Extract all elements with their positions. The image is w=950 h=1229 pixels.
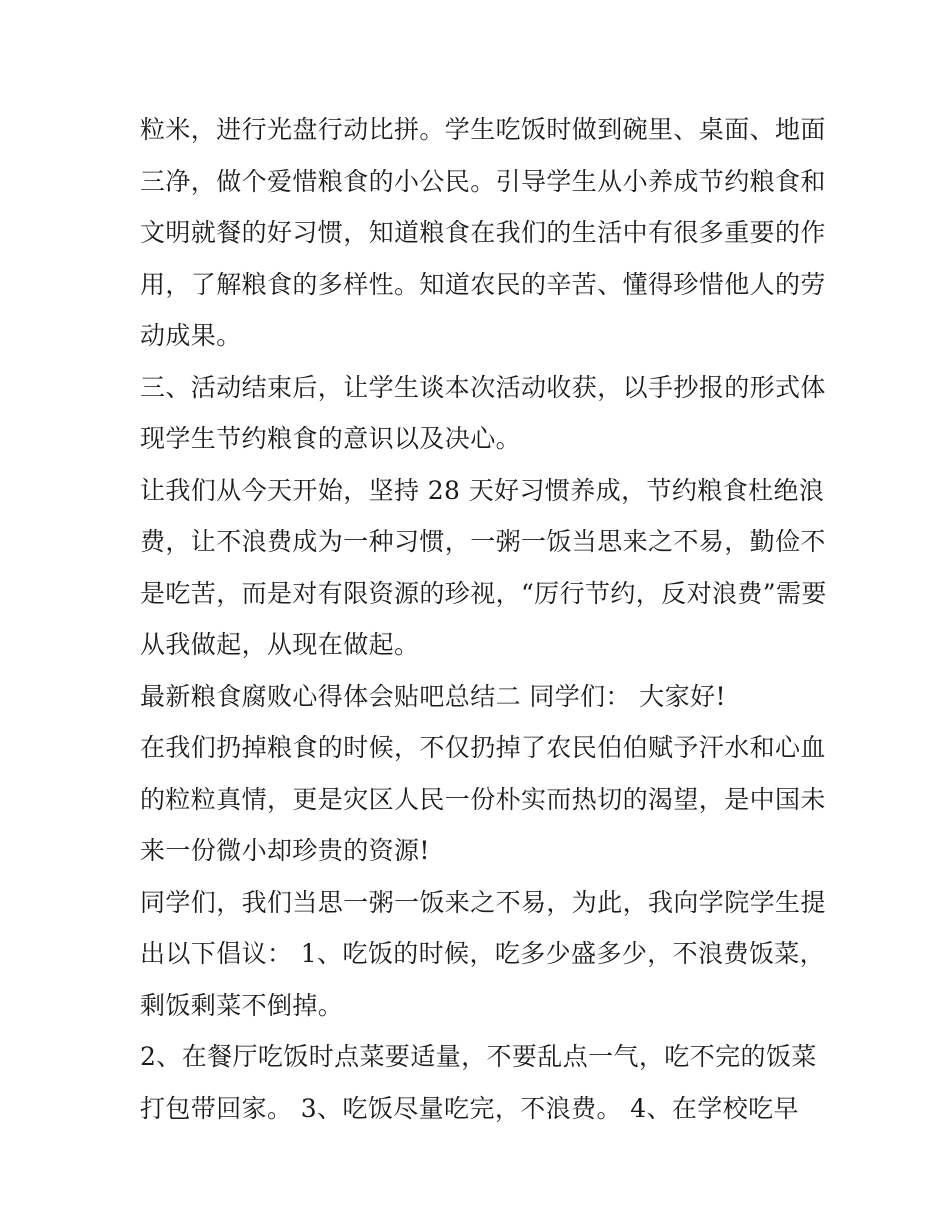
text-line: 动成果。: [140, 321, 242, 350]
text-line: 2、在餐厅吃饭时点菜要适量，不要乱点一气，吃不完的饭菜: [140, 1042, 817, 1071]
text-line: 三、活动结束后，让学生谈本次活动收获，以手抄报的形式体: [140, 372, 826, 402]
text-line: 剩饭剩菜不倒掉。: [140, 990, 344, 1020]
text-line: 从我做起，从现在做起。: [140, 630, 420, 659]
text-line: 现学生节约粮食的意识以及决心。: [140, 424, 522, 453]
text-line: 文明就餐的好习惯，知道粮食在我们的生活中有很多重要的作: [140, 218, 826, 247]
text-line: 打包带回家。 3、吃饭尽量吃完，不浪费。 4、在学校吃早: [140, 1093, 799, 1123]
text-line: 三净，做个爱惜粮食的小公民。引导学生从小养成节约粮食和: [140, 166, 826, 196]
text-line: 同学们，我们当思一粥一饭来之不易，为此，我向学院学生提: [140, 887, 826, 917]
text-line: 用，了解粮食的多样性。知道农民的辛苦、懂得珍惜他人的劳: [140, 269, 826, 299]
section-heading-line: 最新粮食腐败心得体会贴吧总结二 同学们： 大家好!: [140, 681, 726, 711]
document-body: [140, 104, 827, 1134]
text-line: 费，让不浪费成为一种习惯，一粥一饭当思来之不易，勤俭不: [140, 527, 826, 556]
text-line: 的粒粒真情，更是灾区人民一份朴实而热切的渴望，是中国未: [140, 784, 826, 814]
text-line: 来一份微小却珍贵的资源!: [140, 836, 430, 865]
text-line: 让我们从今天开始，坚持 28 天好习惯养成，节约粮食杜绝浪: [140, 475, 825, 505]
text-line: 在我们扔掉粮食的时候，不仅扔掉了农民伯伯赋予汗水和心血: [140, 733, 826, 762]
text-line: 是吃苦，而是对有限资源的珍视，“厉行节约，反对浪费”需要: [140, 578, 827, 608]
text-line: 粒米，进行光盘行动比拼。学生吃饭时做到碗里、桌面、地面: [140, 115, 826, 144]
text-line: 出以下倡议： 1、吃饭的时候，吃多少盛多少，不浪费饭菜，: [140, 939, 826, 968]
